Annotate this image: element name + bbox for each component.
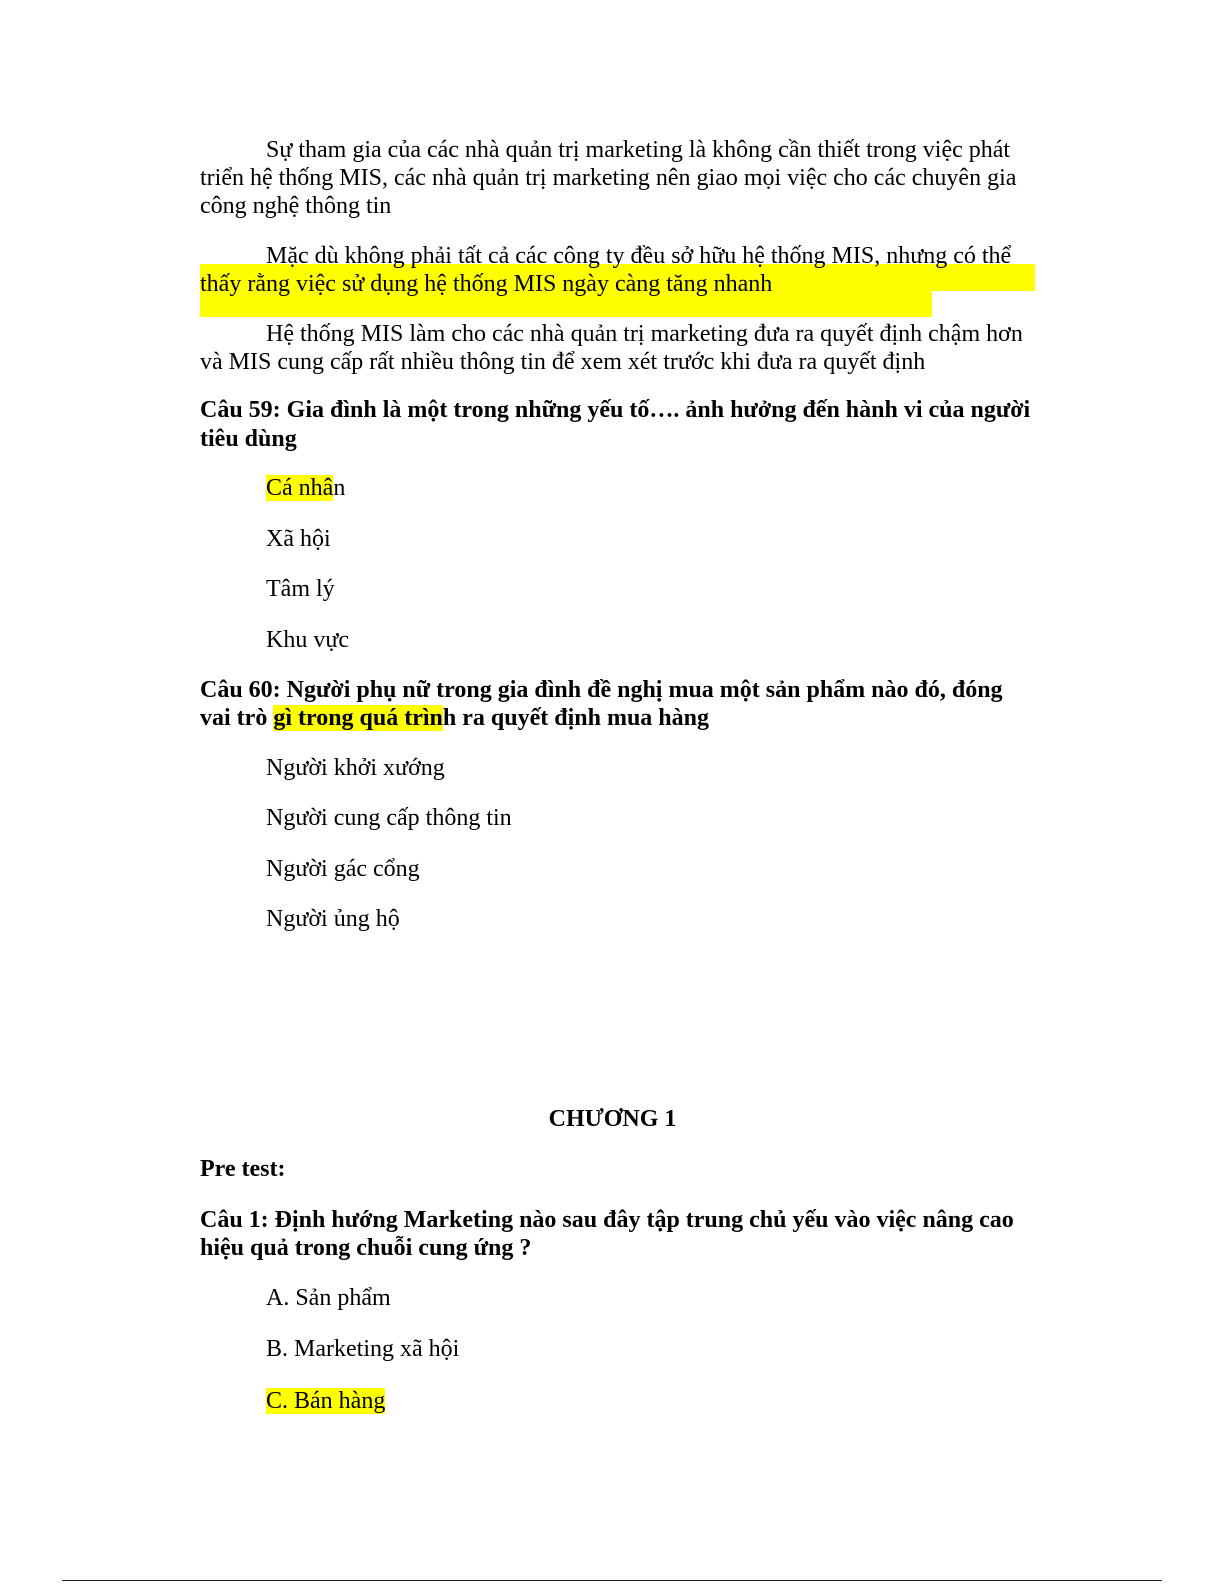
statement-3-line-1: Hệ thống MIS làm cho các nhà quản trị marketing đưa ra quyết định chậm hơn bbox=[266, 321, 1023, 347]
option-highlight: C. Bán hàng bbox=[266, 1388, 386, 1414]
question-60-option-3[interactable]: Người gác cổng bbox=[266, 856, 420, 882]
question-60-line-1: Câu 60: Người phụ nữ trong gia đình đề nghị mua một sản phẩm nào đó, đóng bbox=[200, 677, 1003, 703]
q60-line2-post: h ra quyết định mua hàng bbox=[442, 705, 709, 731]
question-60-option-2[interactable]: Người cung cấp thông tin bbox=[266, 805, 512, 831]
question-60-line-2 bbox=[200, 704, 709, 732]
question-59-option-2[interactable]: Xã hội bbox=[266, 526, 331, 552]
chapter-title: CHƯƠNG 1 bbox=[548, 1106, 677, 1132]
statement-1-line-3: công nghệ thông tin bbox=[200, 193, 392, 219]
pretest-label: Pre test: bbox=[200, 1156, 286, 1182]
option-rest: n bbox=[333, 475, 346, 501]
question-60-option-4[interactable]: Người ủng hộ bbox=[266, 906, 400, 932]
question-59-line-2: tiêu dùng bbox=[200, 426, 297, 452]
option-highlight: Cá nhâ bbox=[266, 475, 334, 501]
question-1-line-2: hiệu quả trong chuỗi cung ứng ? bbox=[200, 1235, 532, 1261]
question-1-option-a[interactable]: A. Sản phẩm bbox=[266, 1285, 391, 1311]
statement-1-line-1: Sự tham gia của các nhà quản trị marketing là không cần thiết trong việc phát bbox=[266, 137, 1011, 163]
statement-2-line-1: Mặc dù không phải tất cả các công ty đều sở hữu hệ thống MIS, nhưng có thể bbox=[266, 243, 1012, 269]
statement-2-line-2: thấy rằng việc sử dụng hệ thống MIS ngày càng tăng nhanh bbox=[200, 271, 773, 297]
question-1-option-b[interactable]: B. Marketing xã hội bbox=[266, 1336, 460, 1362]
question-59-option-4[interactable]: Khu vực bbox=[266, 627, 349, 653]
statement-1-line-2: triển hệ thống MIS, các nhà quản trị marketing nên giao mọi việc cho các chuyên gia bbox=[200, 165, 1017, 191]
q60-line2-highlight: gì trong quá trìn bbox=[273, 705, 443, 731]
question-59-option-3[interactable]: Tâm lý bbox=[266, 576, 335, 602]
question-60-option-1[interactable]: Người khởi xướng bbox=[266, 755, 445, 781]
question-1-line-1: Câu 1: Định hướng Marketing nào sau đây tập trung chủ yếu vào việc nâng cao bbox=[200, 1207, 1014, 1233]
question-1-option-c[interactable] bbox=[266, 1387, 385, 1415]
q60-line2-pre: vai trò bbox=[200, 705, 274, 731]
page-bottom-rule bbox=[62, 1580, 1162, 1581]
statement-3-line-2: và MIS cung cấp rất nhiều thông tin để xem xét trước khi đưa ra quyết định bbox=[200, 349, 926, 375]
question-59-option-1[interactable] bbox=[266, 474, 345, 502]
question-59-line-1: Câu 59: Gia đình là một trong những yếu tố…. ảnh hưởng đến hành vi của người bbox=[200, 397, 1031, 423]
